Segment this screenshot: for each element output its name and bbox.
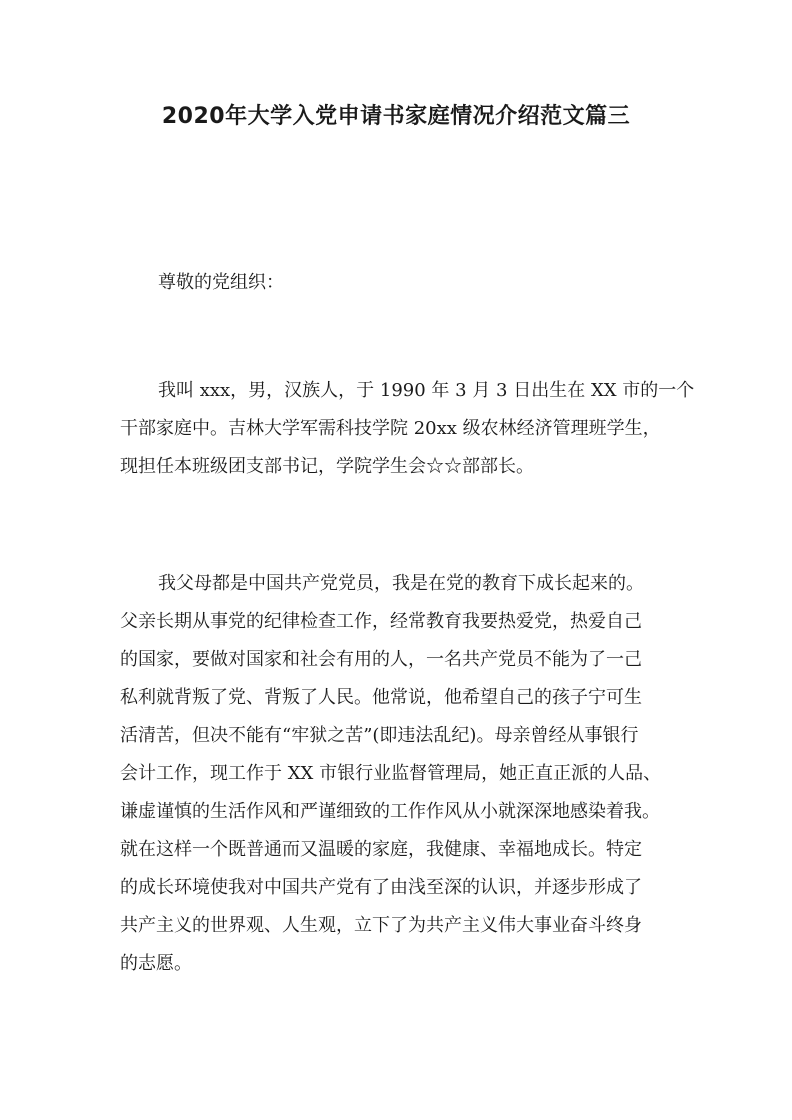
paragraph-line: 我叫 xxx，男，汉族人，于 1990 年 3 月 3 日出生在 XX 市的一个 <box>158 380 695 401</box>
paragraph-line: 会计工作，现工作于 XX 市银行业监督管理局，她正直正派的人品、 <box>120 763 662 784</box>
paragraph-line: 谦虚谨慎的生活作风和严谨细致的工作作风从小就深深地感染着我。 <box>120 801 660 822</box>
paragraph-line: 父亲长期从事党的纪律检查工作，经常教育我要热爱党，热爱自己 <box>120 611 642 632</box>
paragraph-line: 私利就背叛了党、背叛了人民。他常说，他希望自己的孩子宁可生 <box>120 687 642 708</box>
paragraph-family-background <box>120 565 680 983</box>
paragraph-line: 我父母都是中国共产党党员，我是在党的教育下成长起来的。 <box>158 573 644 594</box>
document-title: 2020年大学入党申请书家庭情况介绍范文篇三 <box>161 104 631 129</box>
paragraph-line: 就在这样一个既普通而又温暖的家庭，我健康、幸福地成长。特定 <box>120 839 642 860</box>
paragraph-line: 共产主义的世界观、人生观，立下了为共产主义伟大事业奋斗终身 <box>120 915 642 936</box>
paragraph-line: 的成长环境使我对中国共产党有了由浅至深的认识，并逐步形成了 <box>120 877 642 898</box>
paragraph-line: 的志愿。 <box>120 953 192 974</box>
paragraph-line: 干部家庭中。吉林大学军需科技学院 20xx 级农林经济管理班学生， <box>120 418 661 439</box>
paragraph-line: 的国家，要做对国家和社会有用的人，一名共产党员不能为了一己 <box>120 649 642 670</box>
salutation: 尊敬的党组织： <box>158 272 284 293</box>
paragraph-line: 现担任本班级团支部书记，学院学生会☆☆部部长。 <box>120 456 534 477</box>
paragraph-personal-info <box>120 372 695 486</box>
paragraph-line: 活清苦，但决不能有“牢狱之苦”(即违法乱纪)。母亲曾经从事银行 <box>120 725 639 746</box>
